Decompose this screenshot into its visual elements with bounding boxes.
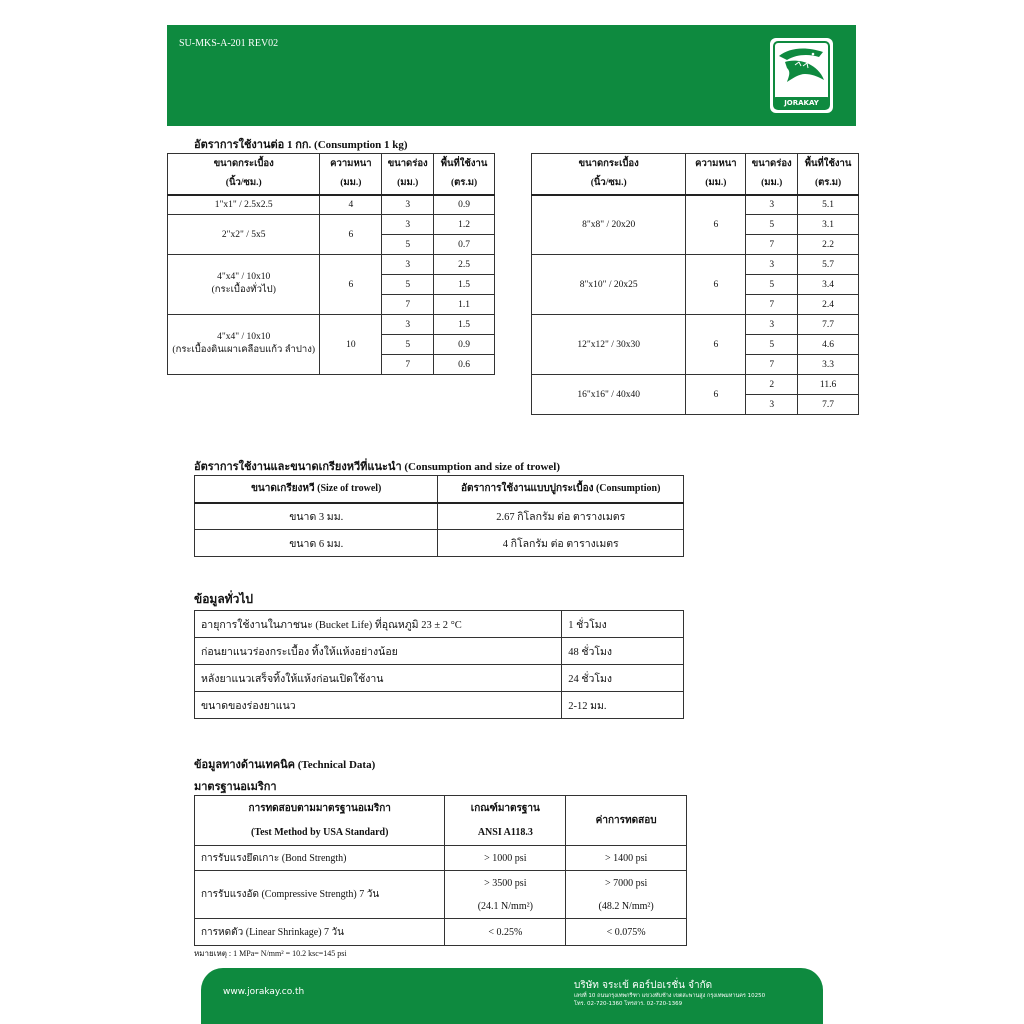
trowel-table xyxy=(194,475,684,557)
trowel-title: อัตราการใช้งานและขนาดเกรียงหวีที่แนะนำ (Consumption and size of trowel) xyxy=(194,461,561,473)
header-joint: ขนาดร่อง (มม.) xyxy=(382,154,434,195)
crocodile-icon xyxy=(775,44,828,88)
table-row: 5 4.6 xyxy=(532,335,859,355)
header-area: พื้นที่ใช้งาน (ตร.ม) xyxy=(434,154,495,195)
trowel-size-header: ขนาดเกรียงหวี (Size of trowel) xyxy=(195,476,438,503)
general-table xyxy=(194,610,684,719)
standard-header: เกณฑ์มาตรฐาน ANSI A118.3 xyxy=(445,796,566,846)
table-row: การหดตัว (Linear Shrinkage) 7 วัน < 0.25% < 0.075% xyxy=(195,919,687,946)
table-row: ขนาด 3 มม. 2.67 กิโลกรัม ต่อ ตารางเมตร xyxy=(195,503,684,530)
table-row: 5 3.4 xyxy=(532,275,859,295)
table-row: 8"x8" / 20x20 6 3 5.1 xyxy=(532,195,859,215)
table-row: อายุการใช้งานในภาชนะ (Bucket Life) ที่อุณหภูมิ 23 ± 2 °C 1 ชั่วโมง xyxy=(195,611,684,638)
header-joint: ขนาดร่อง (มม.) xyxy=(746,154,798,195)
consumption-title: อัตราการใช้งานต่อ 1 กก. (Consumption 1 kg) xyxy=(194,139,408,151)
table-row: 7 3.3 xyxy=(532,355,859,375)
header-size: ขนาดกระเบื้อง (นิ้ว/ซม.) xyxy=(168,154,320,195)
table-row: ก่อนยาแนวร่องกระเบื้อง ทิ้งให้แห้งอย่างน้อย 48 ชั่วโมง xyxy=(195,638,684,665)
technical-title: ข้อมูลทางด้านเทคนิค (Technical Data) xyxy=(194,759,376,771)
table-row: หลังยาแนวเสร็จทิ้งให้แห้งก่อนเปิดใช้งาน 24 ชั่วโมง xyxy=(195,665,684,692)
table-row: 7 1.1 xyxy=(168,295,495,315)
technical-subtitle: มาตรฐานอเมริกา xyxy=(194,781,277,793)
header-size: ขนาดกระเบื้อง (นิ้ว/ซม.) xyxy=(532,154,686,195)
table-row: 7 2.4 xyxy=(532,295,859,315)
table-row: 4"x4" / 10x10 (กระเบื้องทั่วไป) 6 3 2.5 xyxy=(168,255,495,275)
logo-text: JORAKAY xyxy=(784,99,819,107)
table-row: การรับแรงยึดเกาะ (Bond Strength) > 1000 psi > 1400 psi xyxy=(195,846,687,871)
trowel-consumption-header: อัตราการใช้งานแบบปูกระเบื้อง (Consumption) xyxy=(438,476,684,503)
result-header: ค่าการทดสอบ xyxy=(566,796,687,846)
header-thickness: ความหนา (มม.) xyxy=(320,154,382,195)
table-row: 1"x1" / 2.5x2.5 4 3 0.9 xyxy=(168,195,495,215)
table-row: ขนาดของร่องยาแนว 2-12 มม. xyxy=(195,692,684,719)
table-row: 5 0.7 xyxy=(168,235,495,255)
unit-note: หมายเหตุ : 1 MPa= N/mm² = 10.2 ksc=145 psi xyxy=(194,949,347,958)
website-link[interactable]: www.jorakay.co.th xyxy=(223,987,305,997)
table-row: 5 3.1 xyxy=(532,215,859,235)
table-row: 8"x10" / 20x25 6 3 5.7 xyxy=(532,255,859,275)
header-area: พื้นที่ใช้งาน (ตร.ม) xyxy=(798,154,859,195)
test-method-header: การทดสอบตามมาตรฐานอเมริกา (Test Method by USA Standard) xyxy=(195,796,445,846)
company-address: เลขที่ 10 ถนนกรุงเทพกรีฑา แขวงทับช้าง เขตสะพานสูง กรุงเทพมหานคร 10250 โทร. 02-720-1360 โทรสาร. 02-720-1369 xyxy=(574,993,766,1007)
general-title: ข้อมูลทั่วไป xyxy=(194,592,253,606)
consumption-table-right xyxy=(531,153,859,415)
jorakay-logo xyxy=(770,38,833,113)
table-row: 7 2.2 xyxy=(532,235,859,255)
table-row: 5 0.9 xyxy=(168,335,495,355)
consumption-table-left xyxy=(167,153,495,375)
table-row: ขนาด 6 มม. 4 กิโลกรัม ต่อ ตารางเมตร xyxy=(195,530,684,557)
company-name: บริษัท จระเข้ คอร์ปอเรชั่น จำกัด xyxy=(574,980,713,991)
table-row: การรับแรงอัด (Compressive Strength) 7 วัน > 3500 psi (24.1 N/mm²) > 7000 psi (48.2 N/mm²) xyxy=(195,871,687,919)
technical-table xyxy=(194,795,687,946)
document-code: SU-MKS-A-201 REV02 xyxy=(179,38,279,49)
table-row: 12"x12" / 30x30 6 3 7.7 xyxy=(532,315,859,335)
table-row: 16"x16" / 40x40 6 2 11.6 xyxy=(532,375,859,395)
table-row: 2"x2" / 5x5 6 3 1.2 xyxy=(168,215,495,235)
table-row: 7 0.6 xyxy=(168,355,495,375)
footer-band xyxy=(201,968,823,1024)
table-row: 4"x4" / 10x10 (กระเบื้องดินเผาเคลือบแก้ว ลำปาง) 10 3 1.5 xyxy=(168,315,495,335)
table-row: 3 7.7 xyxy=(532,395,859,415)
table-row: 5 1.5 xyxy=(168,275,495,295)
header-band xyxy=(167,25,856,126)
header-thickness: ความหนา (มม.) xyxy=(686,154,746,195)
